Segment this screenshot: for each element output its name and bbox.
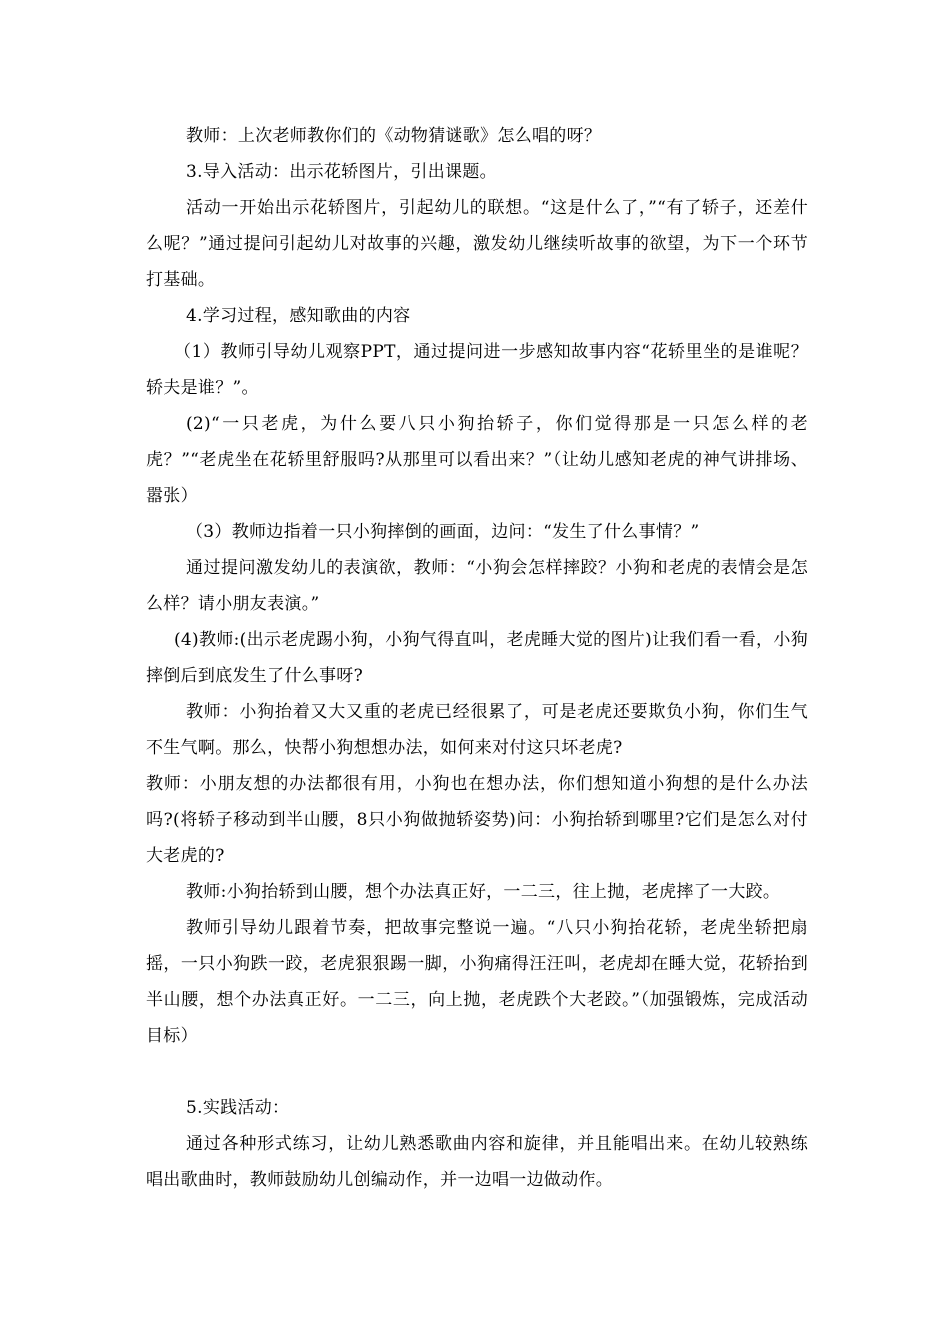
paragraph-step3-description: 活动一开始出示花轿图片，引起幼儿的联想。“这是什么了，”“有了轿子，还差什么呢？”通过提问引起幼儿对故事的兴趣，激发幼儿继续听故事的欲望，为下一个环节打基础。 <box>146 198 808 290</box>
paragraph-step5-heading: 5.实践活动： <box>186 1098 290 1118</box>
paragraph-step5-description: 通过各种形式练习，让幼儿熟悉歌曲内容和旋律，并且能唱出来。在幼儿较熟练唱出歌曲时，教师鼓励幼儿创编动作，并一边唱一边做动作。 <box>146 1134 808 1190</box>
paragraph-full-story: 教师引导幼儿跟着节奏，把故事完整说一遍。“八只小狗抬花轿，老虎坐轿把扇摇，一只小狗跌一跤，老虎狠狠踢一脚，小狗痛得汪汪叫，老虎却在睡大觉，花轿抬到半山腰，想个办法真正好。一二三，向上抛，老虎跌个大老跤。”（加强锻炼，完成活动目标） <box>146 918 808 1046</box>
paragraph-teacher-question: 教师：上次老师教你们的《动物猜谜歌》怎么唱的呀？ <box>186 126 602 146</box>
paragraph-step4-item4: (4)教师:(出示老虎踢小狗，小狗气得直叫，老虎睡大觉的图片)让我们看一看，小狗摔倒后到底发生了什么事呀? <box>146 630 808 686</box>
paragraph-step3-heading: 3.导入活动：出示花轿图片，引出课题。 <box>186 162 497 182</box>
paragraph-teacher-angry: 教师：小狗抬着又大又重的老虎已经很累了，可是老虎还要欺负小狗，你们生气不生气啊。那么，快帮小狗想想办法，如何来对付这只坏老虎? <box>146 702 808 758</box>
paragraph-step4-item3-detail: 通过提问激发幼儿的表演欲，教师：“小狗会怎样摔跤？小狗和老虎的表情会是怎么样？请小朋友表演。” <box>146 558 808 614</box>
paragraph-step4-item2: (2)“一只老虎，为什么要八只小狗抬轿子，你们觉得那是一只怎么样的老虎？”“老虎坐在花轿里舒服吗?从那里可以看出来？”（让幼儿感知老虎的神气讲排场、嚣张） <box>146 414 808 506</box>
paragraph-teacher-ideas: 教师：小朋友想的办法都很有用，小狗也在想办法，你们想知道小狗想的是什么办法吗?(将轿子移动到半山腰，8只小狗做抛轿姿势)问：小狗抬轿到哪里?它们是怎么对付大老虎的? <box>146 774 808 866</box>
paragraph-teacher-solution: 教师:小狗抬轿到山腰，想个办法真正好，一二三，往上抛，老虎摔了一大跤。 <box>186 882 781 902</box>
document-body <box>146 118 808 1198</box>
paragraph-step4-item1: （1）教师引导幼儿观察PPT，通过提问进一步感知故事内容“花轿里坐的是谁呢？轿夫是谁？”。 <box>146 342 808 398</box>
paragraph-step4-item3: （3）教师边指着一只小狗摔倒的画面，边问：“发生了什么事情？” <box>186 522 700 542</box>
paragraph-step4-heading: 4.学习过程，感知歌曲的内容 <box>186 306 411 326</box>
paragraph-spacer <box>146 1054 808 1090</box>
